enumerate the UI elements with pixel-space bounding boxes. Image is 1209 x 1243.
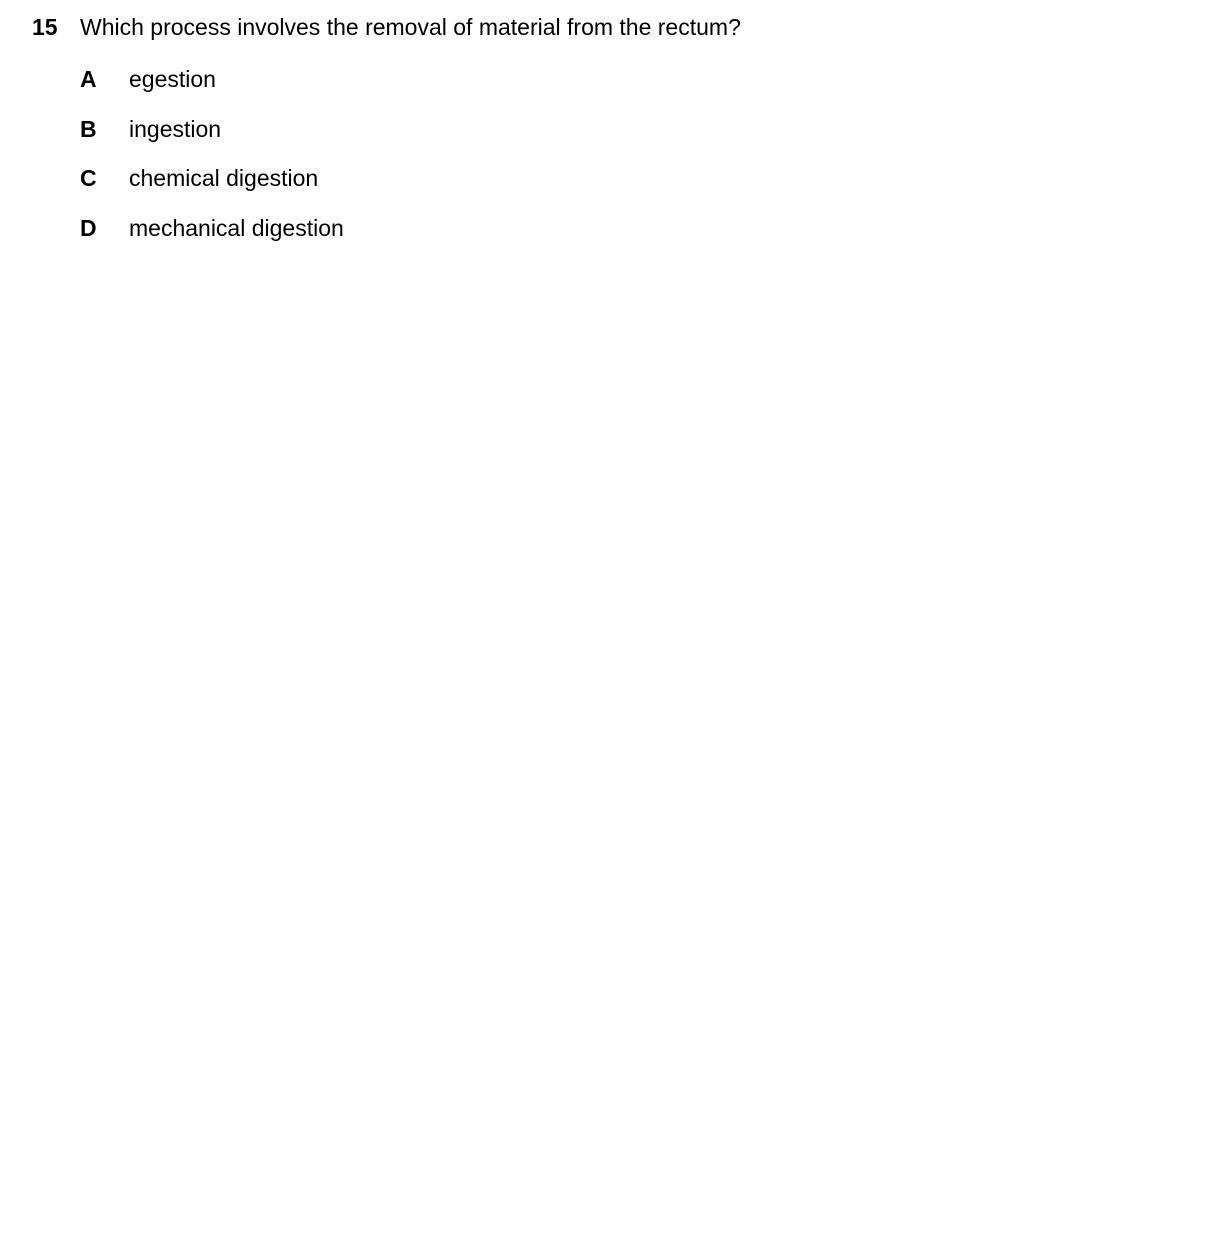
- option-letter: D: [80, 215, 97, 242]
- option-text: ingestion: [129, 115, 222, 142]
- option-d[interactable]: [80, 215, 344, 265]
- option-b[interactable]: [80, 116, 344, 166]
- option-letter: B: [80, 115, 97, 142]
- option-letter: A: [80, 66, 97, 92]
- option-text: mechanical digestion: [129, 215, 344, 242]
- question-stem: [32, 14, 1192, 46]
- question-block: [32, 14, 1192, 46]
- answer-options: [80, 66, 344, 265]
- option-c[interactable]: [80, 165, 344, 215]
- option-letter: C: [80, 165, 97, 192]
- option-text: chemical digestion: [129, 165, 319, 192]
- question-number: 15: [32, 14, 58, 40]
- question-text: Which process involves the removal of material from the rectum?: [80, 14, 741, 40]
- option-text: egestion: [129, 66, 216, 92]
- option-a[interactable]: [80, 66, 344, 116]
